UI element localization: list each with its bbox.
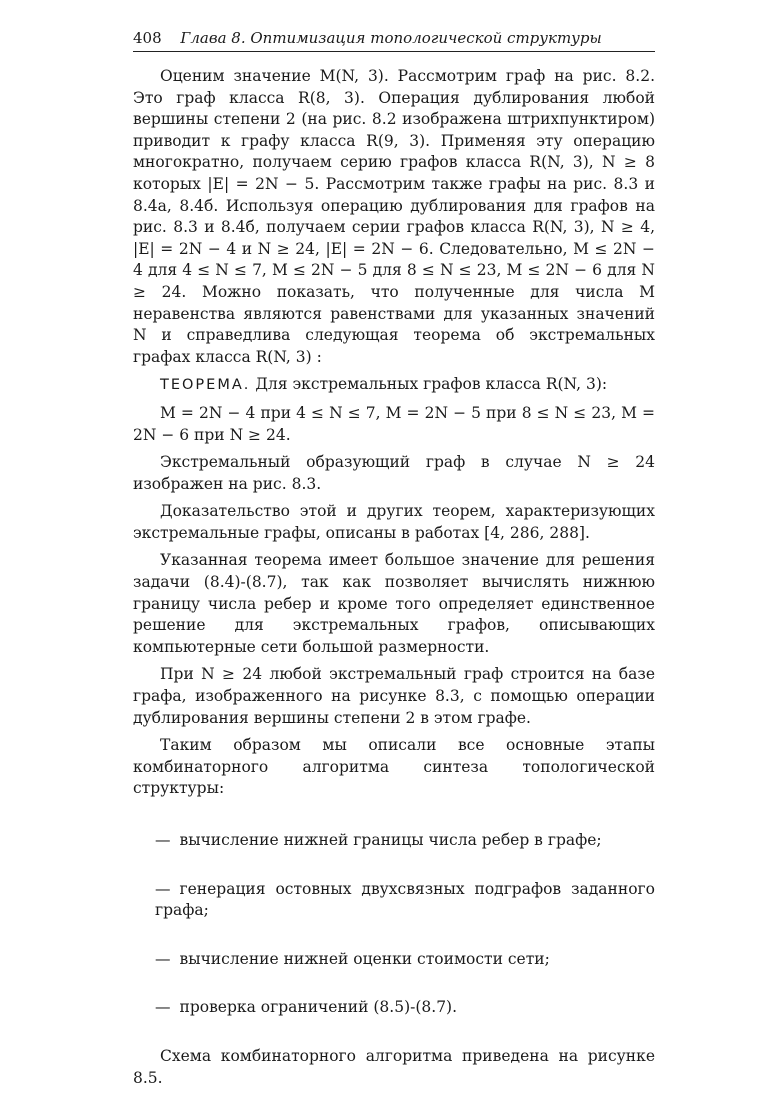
list-dash: —: [155, 949, 171, 968]
list-item: — вычисление нижней оценки стоимости сети;: [155, 949, 550, 968]
running-title: Глава 8. Оптимизация топологической структуры: [180, 29, 602, 47]
paragraph-estimate: Оценим значение M(N, 3). Рассмотрим граф на рис. 8.2. Это граф класса R(8, 3). Операция дублирования любой вершины степени 2 (на рис. 8.2 изображена штрихпунктиром) приводит к графу класса R(9, 3). Применяя эту операцию многократно, получаем серию графов класса R(N, 3), N ≥ 8 которых |E| = 2N − 5. Рассмотрим также графы на рис. 8.3 и 8.4а, 8.4б. Используя операцию дублирования для графов на рис. 8.3 и 8.4б, получаем серии графов класса R(N, 3), N ≥ 4, |E| = 2N − 4 и N ≥ 24, |E| = 2N − 6. Следовательно, M ≤ 2N − 4 для 4 ≤ N ≤ 7, M ≤ 2N − 5 для 8 ≤ N ≤ 23, M ≤ 2N − 6 для N ≥ 24. Можно показать, что полученные для числа M неравенства являются равенствами для указанных значений N и справедлива следующая теорема об экстремальных графах класса R(N, 3) :: [133, 67, 655, 366]
theorem-keyword: ТЕОРЕМА.: [160, 377, 251, 394]
paragraph-extremal-graph: Экстремальный образующий граф в случае N ≥ 24 изображен на рис. 8.3.: [133, 453, 655, 493]
list-dash: —: [155, 879, 171, 898]
running-header: [133, 28, 655, 48]
paragraph-theorem-significance: Указанная теорема имеет большое значение для решения задачи (8.4)-(8.7), так как позволяет вычислять нижнюю границу числа ребер и кроме того определяет единственное решение для экстремальных графов, описывающих компьютерные сети большой размерности.: [133, 551, 655, 656]
algorithm-steps-list: [133, 830, 655, 1019]
paragraph-summary: Таким образом мы описали все основные этапы комбинаторного алгоритма синтеза топологической структуры:: [133, 736, 655, 798]
theorem-formula: M = 2N − 4 при 4 ≤ N ≤ 7, M = 2N − 5 при 8 ≤ N ≤ 23, M = 2N − 6 при N ≥ 24.: [133, 403, 655, 444]
paragraph-closing: Схема комбинаторного алгоритма приведена на рисунке 8.5.: [133, 1046, 655, 1087]
list-item: — вычисление нижней границы числа ребер в графе;: [155, 831, 602, 849]
body-text: [133, 66, 655, 1095]
paragraph-construction: При N ≥ 24 любой экстремальный граф строится на базе графа, изображенного на рисунке 8.3, с помощью операции дублирования вершины степени 2 в этом графе.: [133, 665, 655, 727]
theorem-text: Для экстремальных графов класса R(N, 3):: [250, 375, 608, 394]
page-number: 408: [133, 29, 162, 47]
paragraph-proof-reference: Доказательство этой и других теорем, характеризующих экстремальные графы, описаны в работах [4, 286, 288].: [133, 502, 655, 542]
list-item: — генерация остовных двухсвязных подграфов заданного графа;: [155, 879, 655, 920]
list-item: — проверка ограничений (8.5)-(8.7).: [155, 998, 458, 1017]
list-dash: —: [155, 998, 171, 1017]
header-rule: [133, 51, 655, 52]
theorem-statement: [133, 374, 655, 397]
list-dash: —: [155, 831, 171, 849]
